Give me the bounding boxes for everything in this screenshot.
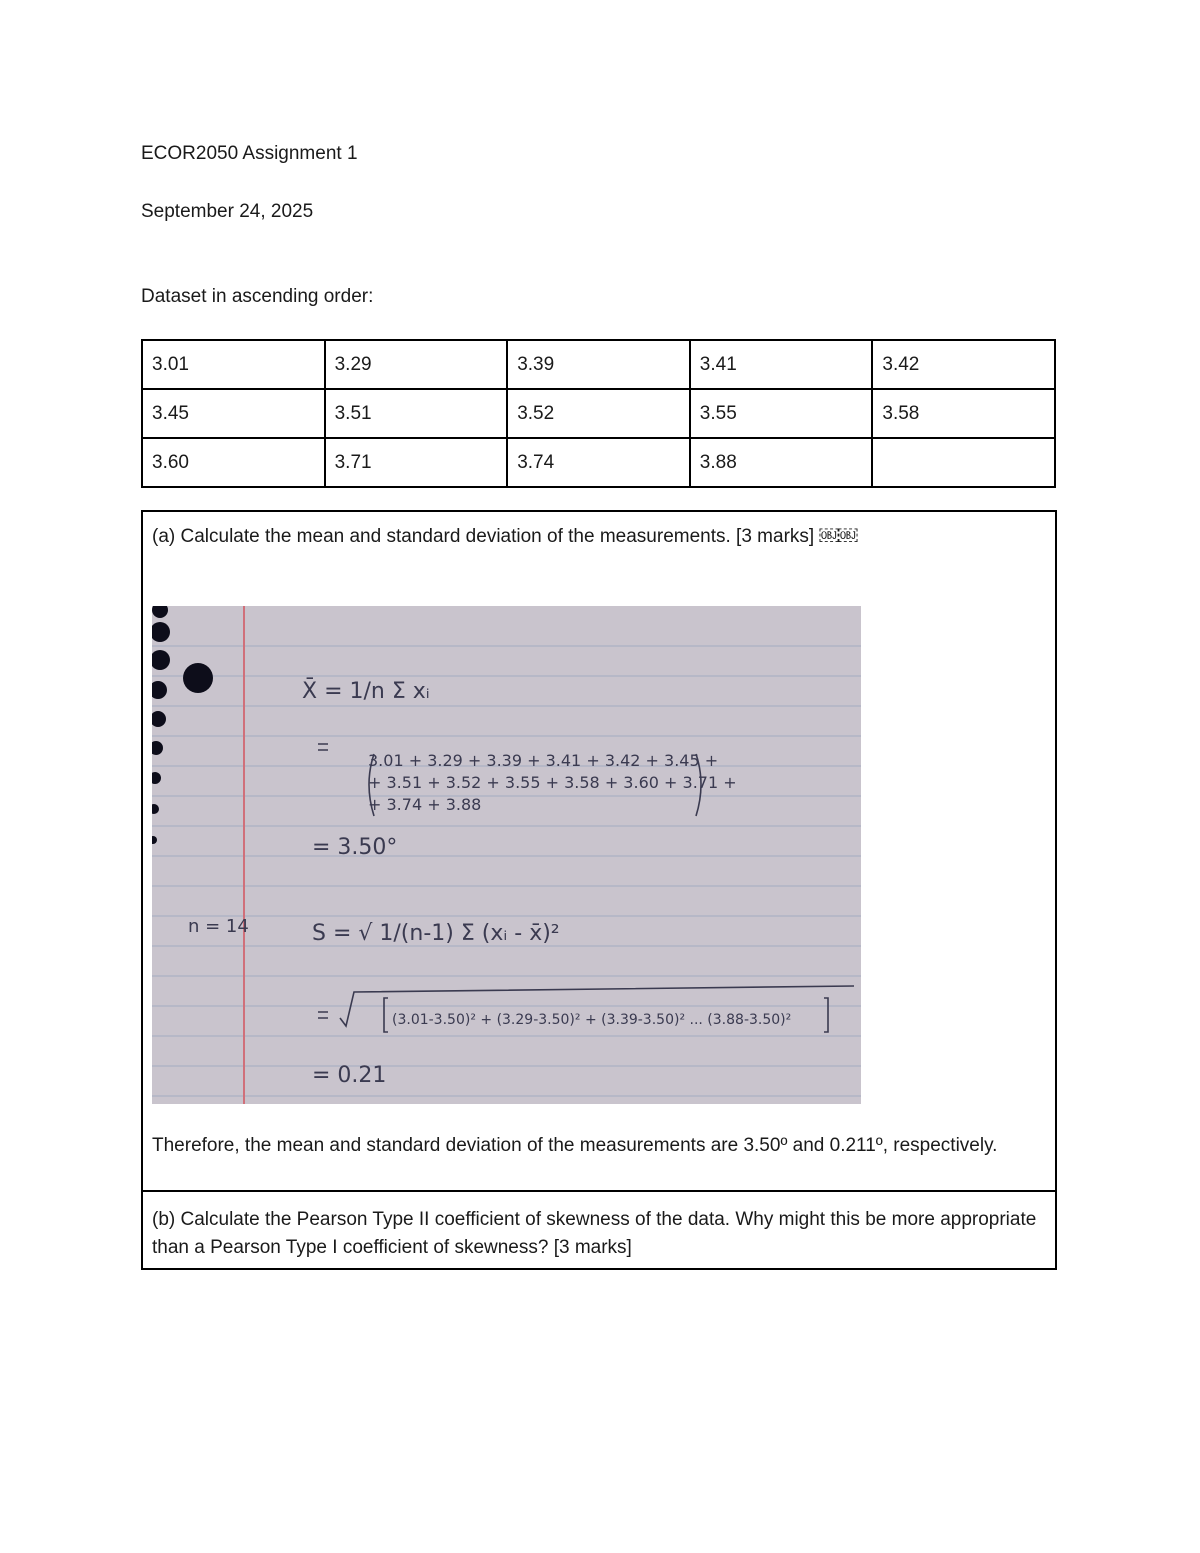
table-cell: 3.71 xyxy=(325,438,508,487)
dataset-label: Dataset in ascending order: xyxy=(141,286,374,307)
mean-sum-line-1: 3.01 + 3.29 + 3.39 + 3.41 + 3.42 + 3.45 + xyxy=(368,751,719,770)
table-cell: 3.29 xyxy=(325,340,508,389)
question-a-answer: Therefore, the mean and standard deviation of the measurements are 3.50º and 0.211º, respectively. xyxy=(152,1135,998,1156)
table-cell: 3.39 xyxy=(507,340,690,389)
question-b-prompt: (b) Calculate the Pearson Type II coefficient of skewness of the data. Why might this be more appropriate than a Pearson Type I coefficient of skewness? [3 marks] xyxy=(152,1209,1037,1258)
paper-background xyxy=(152,606,861,1104)
table-cell: 3.01 xyxy=(142,340,325,389)
table-cell-empty xyxy=(872,438,1055,487)
table-cell: 3.74 xyxy=(507,438,690,487)
sd-formula: S = √ 1/(n-1) Σ (xᵢ - x̄)² xyxy=(312,921,560,946)
sd-expansion: (3.01-3.50)² + (3.29-3.50)² + (3.39-3.50)² ... (3.88-3.50)² xyxy=(392,1012,792,1028)
sd-result: = 0.21 xyxy=(312,1063,387,1088)
mean-result: = 3.50° xyxy=(312,835,398,860)
table-cell: 3.52 xyxy=(507,389,690,438)
table-cell: 3.51 xyxy=(325,389,508,438)
table-row xyxy=(142,389,1055,438)
document-date: September 24, 2025 xyxy=(141,201,314,222)
table-cell: 3.58 xyxy=(872,389,1055,438)
dataset-table xyxy=(141,339,1056,488)
table-row xyxy=(142,438,1055,487)
table-cell: 3.60 xyxy=(142,438,325,487)
table-cell: 3.45 xyxy=(142,389,325,438)
mean-sum-line-3: + 3.74 + 3.88 xyxy=(368,795,482,814)
mean-sum-line-2: + 3.51 + 3.52 + 3.55 + 3.58 + 3.60 + 3.71 + xyxy=(368,773,737,792)
table-cell: 3.55 xyxy=(690,389,873,438)
table-row xyxy=(142,340,1055,389)
table-cell: 3.41 xyxy=(690,340,873,389)
table-cell: 3.88 xyxy=(690,438,873,487)
handwritten-work-photo xyxy=(152,606,861,1104)
mean-formula: X̄ = 1/n Σ xᵢ xyxy=(302,679,430,704)
n-note: n = 14 xyxy=(188,916,249,937)
question-a-prompt: (a) Calculate the mean and standard deviation of the measurements. [3 marks] ￼￼ xyxy=(152,526,858,547)
document-title: ECOR2050 Assignment 1 xyxy=(141,143,358,164)
table-cell: 3.42 xyxy=(872,340,1055,389)
